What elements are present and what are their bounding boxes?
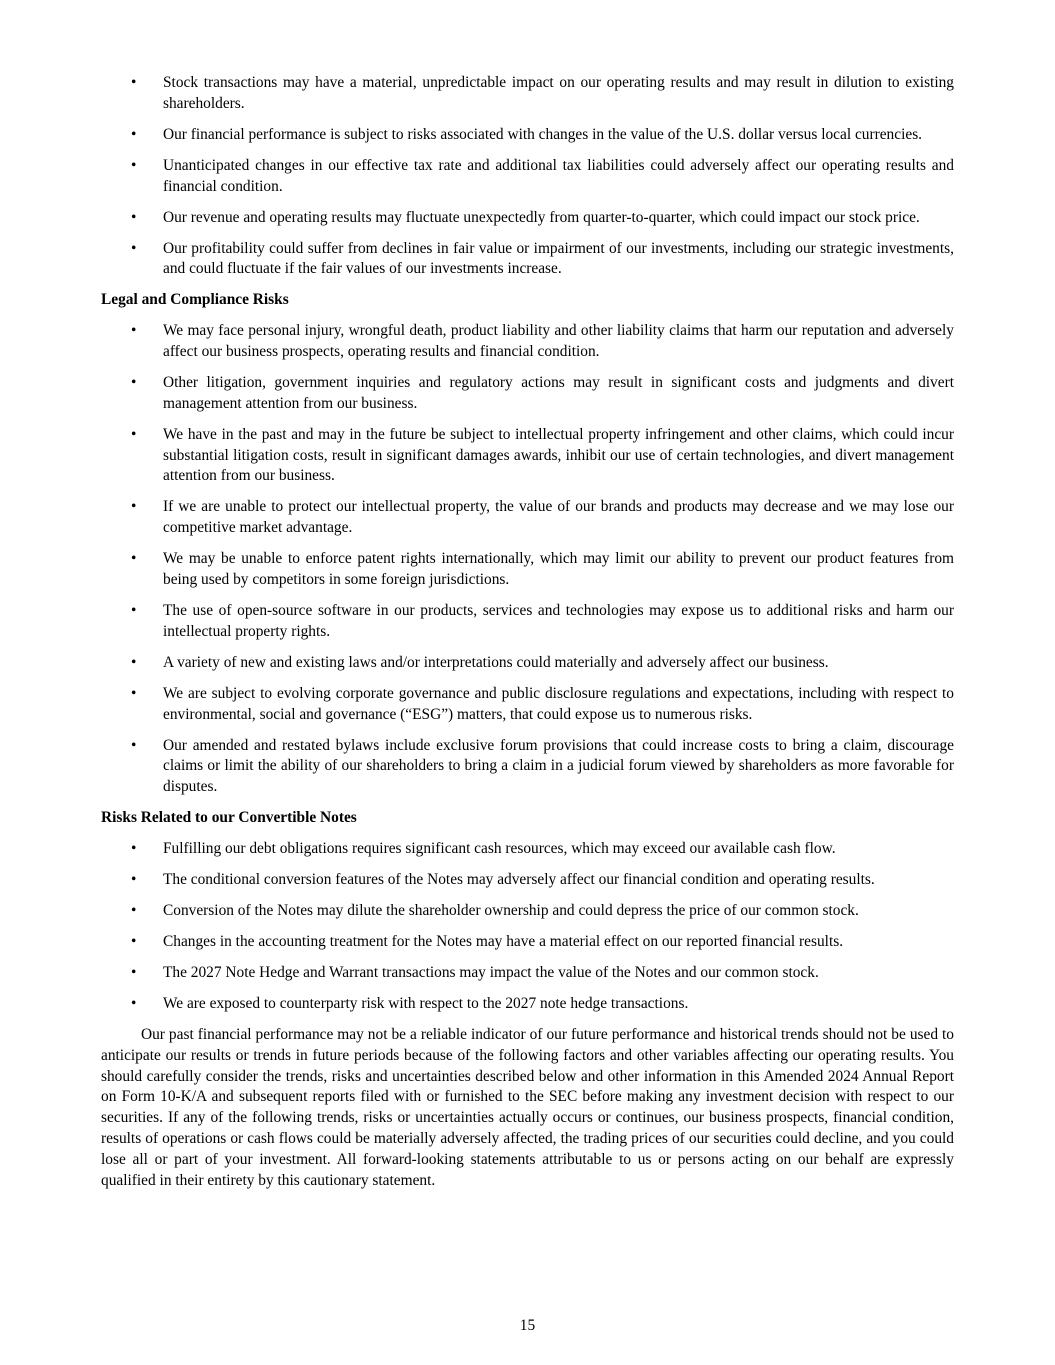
risk-bullet-text: Our financial performance is subject to risks associated with changes in the value of the U.S. dollar versus local currencies. — [163, 125, 923, 143]
risk-bullet-text: Fulfilling our debt obligations requires significant cash resources, which may exceed our available cash flow. — [163, 840, 836, 858]
risk-bullet-text: Our profitability could suffer from declines in fair value or impairment of our investments, including our strategic investments, and could fluctuate if the fair values of our investments increase. — [163, 239, 954, 278]
section-heading-convertible-notes: Risks Related to our Convertible Notes — [101, 809, 357, 827]
section-heading-legal-compliance: Legal and Compliance Risks — [101, 291, 289, 309]
risk-bullet-item — [101, 653, 954, 674]
bullet-mark: • — [131, 208, 137, 226]
risk-bullet-item — [101, 239, 954, 281]
bullet-mark: • — [131, 498, 137, 516]
risk-bullet-item — [101, 549, 954, 591]
page-number: 15 — [519, 1317, 536, 1334]
risk-bullet-text: We are exposed to counterparty risk with respect to the 2027 note hedge transactions. — [163, 995, 689, 1013]
risk-bullet-text: The conditional conversion features of the Notes may adversely affect our financial condition and operating results. — [163, 871, 875, 889]
bullet-mark: • — [131, 684, 137, 702]
risk-bullet-item — [101, 373, 954, 415]
bullet-mark: • — [131, 840, 137, 858]
document-page — [101, 73, 954, 1191]
bullet-mark: • — [131, 550, 137, 568]
risk-bullet-item — [101, 425, 954, 487]
bullet-mark: • — [131, 995, 137, 1013]
cautionary-paragraph: Our past financial performance may not be a reliable indicator of our future performance and historical trends should not be used to anticipate our results or trends in future periods because of the following factors and other variables affecting our operating results. You should carefully consider the trends, risks and uncertainties described below and other information in this Amended 2024 Annual Report on Form 10-K/A and subsequent reports filed with or furnished to the SEC before making any investment decision with respect to our securities. If any of the following trends, risks or uncertainties actually occurs or continues, our business prospects, financial condition, results of operations or cash flows could be materially adversely affected, the trading prices of our securities could decline, and you could lose all or part of your investment. All forward-looking statements attributable to us or persons acting on our behalf are expressly qualified in their entirety by this cautionary statement. — [101, 1026, 954, 1189]
risk-bullet-text: We have in the past and may in the future be subject to intellectual property infringement and other claims, which could incur substantial litigation costs, result in significant damages awards, inhibit our use of certain technologies, and divert management attention from our business. — [163, 425, 954, 485]
risk-bullet-text: Changes in the accounting treatment for the Notes may have a material effect on our reported financial results. — [163, 933, 844, 951]
risk-bullet-text: The 2027 Note Hedge and Warrant transactions may impact the value of the Notes and our common stock. — [163, 964, 819, 982]
risk-bullet-text: Conversion of the Notes may dilute the shareholder ownership and could depress the price of our common stock. — [163, 902, 859, 920]
bullet-mark: • — [131, 425, 137, 443]
risk-bullet-item — [101, 156, 954, 198]
risk-bullet-text: Stock transactions may have a material, unpredictable impact on our operating results and may result in dilution to existing shareholders. — [163, 74, 954, 112]
bullet-mark: • — [131, 871, 137, 889]
risk-bullet-item — [101, 736, 954, 798]
risk-bullet-text: Other litigation, government inquiries and regulatory actions may result in significant costs and judgments and divert management attention from our business. — [163, 374, 954, 412]
bullet-mark: • — [131, 902, 137, 920]
risk-bullet-item — [101, 321, 954, 363]
risk-bullet-item — [101, 839, 954, 860]
risk-bullet-text: We may be unable to enforce patent rights internationally, which may limit our ability to prevent our product features from being used by competitors in some foreign jurisdictions. — [163, 550, 954, 589]
risk-bullet-item — [101, 901, 954, 922]
bullet-mark: • — [131, 653, 137, 671]
risk-bullet-text: Unanticipated changes in our effective tax rate and additional tax liabilities could adversely affect our operating results and financial condition. — [163, 156, 954, 195]
risk-bullet-item — [101, 125, 954, 146]
bullet-mark: • — [131, 74, 137, 91]
risk-bullet-item — [101, 684, 954, 726]
risk-bullet-item — [101, 870, 954, 891]
risk-bullet-text: We are subject to evolving corporate governance and public disclosure regulations and expectations, including with respect to environmental, social and governance (“ESG”) matters, that could expose us to numerous risks. — [163, 684, 954, 723]
risk-bullet-item — [101, 497, 954, 539]
risk-bullet-text: A variety of new and existing laws and/or interpretations could materially and adversely affect our business. — [163, 653, 829, 671]
risk-list-legal-compliance — [101, 321, 954, 798]
risk-bullet-text: Our revenue and operating results may fluctuate unexpectedly from quarter-to-quarter, which could impact our stock price. — [163, 208, 920, 226]
risk-list-financial — [101, 73, 954, 280]
bullet-mark: • — [131, 964, 137, 982]
risk-bullet-text: Our amended and restated bylaws include exclusive forum provisions that could increase costs to bring a claim, discourage claims or limit the ability of our shareholders to bring a claim in a judicial forum viewed by shareholders as more favorable for disputes. — [163, 736, 954, 796]
risk-bullet-item — [101, 963, 954, 984]
bullet-mark: • — [131, 602, 137, 619]
bullet-mark: • — [131, 374, 137, 392]
risk-bullet-item — [101, 994, 954, 1015]
risk-bullet-text: We may face personal injury, wrongful death, product liability and other liability claims that harm our reputation and adversely affect our business prospects, operating results and financial condition. — [163, 322, 954, 361]
risk-bullet-item — [101, 601, 954, 643]
risk-bullet-item — [101, 932, 954, 953]
bullet-mark: • — [131, 125, 137, 143]
risk-bullet-text: If we are unable to protect our intellectual property, the value of our brands and products may decrease and we may lose our competitive market advantage. — [163, 498, 954, 537]
bullet-mark: • — [131, 736, 137, 754]
risk-bullet-text: The use of open-source software in our products, services and technologies may expose us to additional risks and harm our intellectual property rights. — [163, 602, 954, 640]
risk-bullet-item — [101, 208, 954, 229]
bullet-mark: • — [131, 156, 137, 174]
risk-list-convertible-notes — [101, 839, 954, 1015]
bullet-mark: • — [131, 239, 137, 257]
risk-bullet-item — [101, 73, 954, 115]
bullet-mark: • — [131, 322, 137, 340]
bullet-mark: • — [131, 933, 137, 951]
